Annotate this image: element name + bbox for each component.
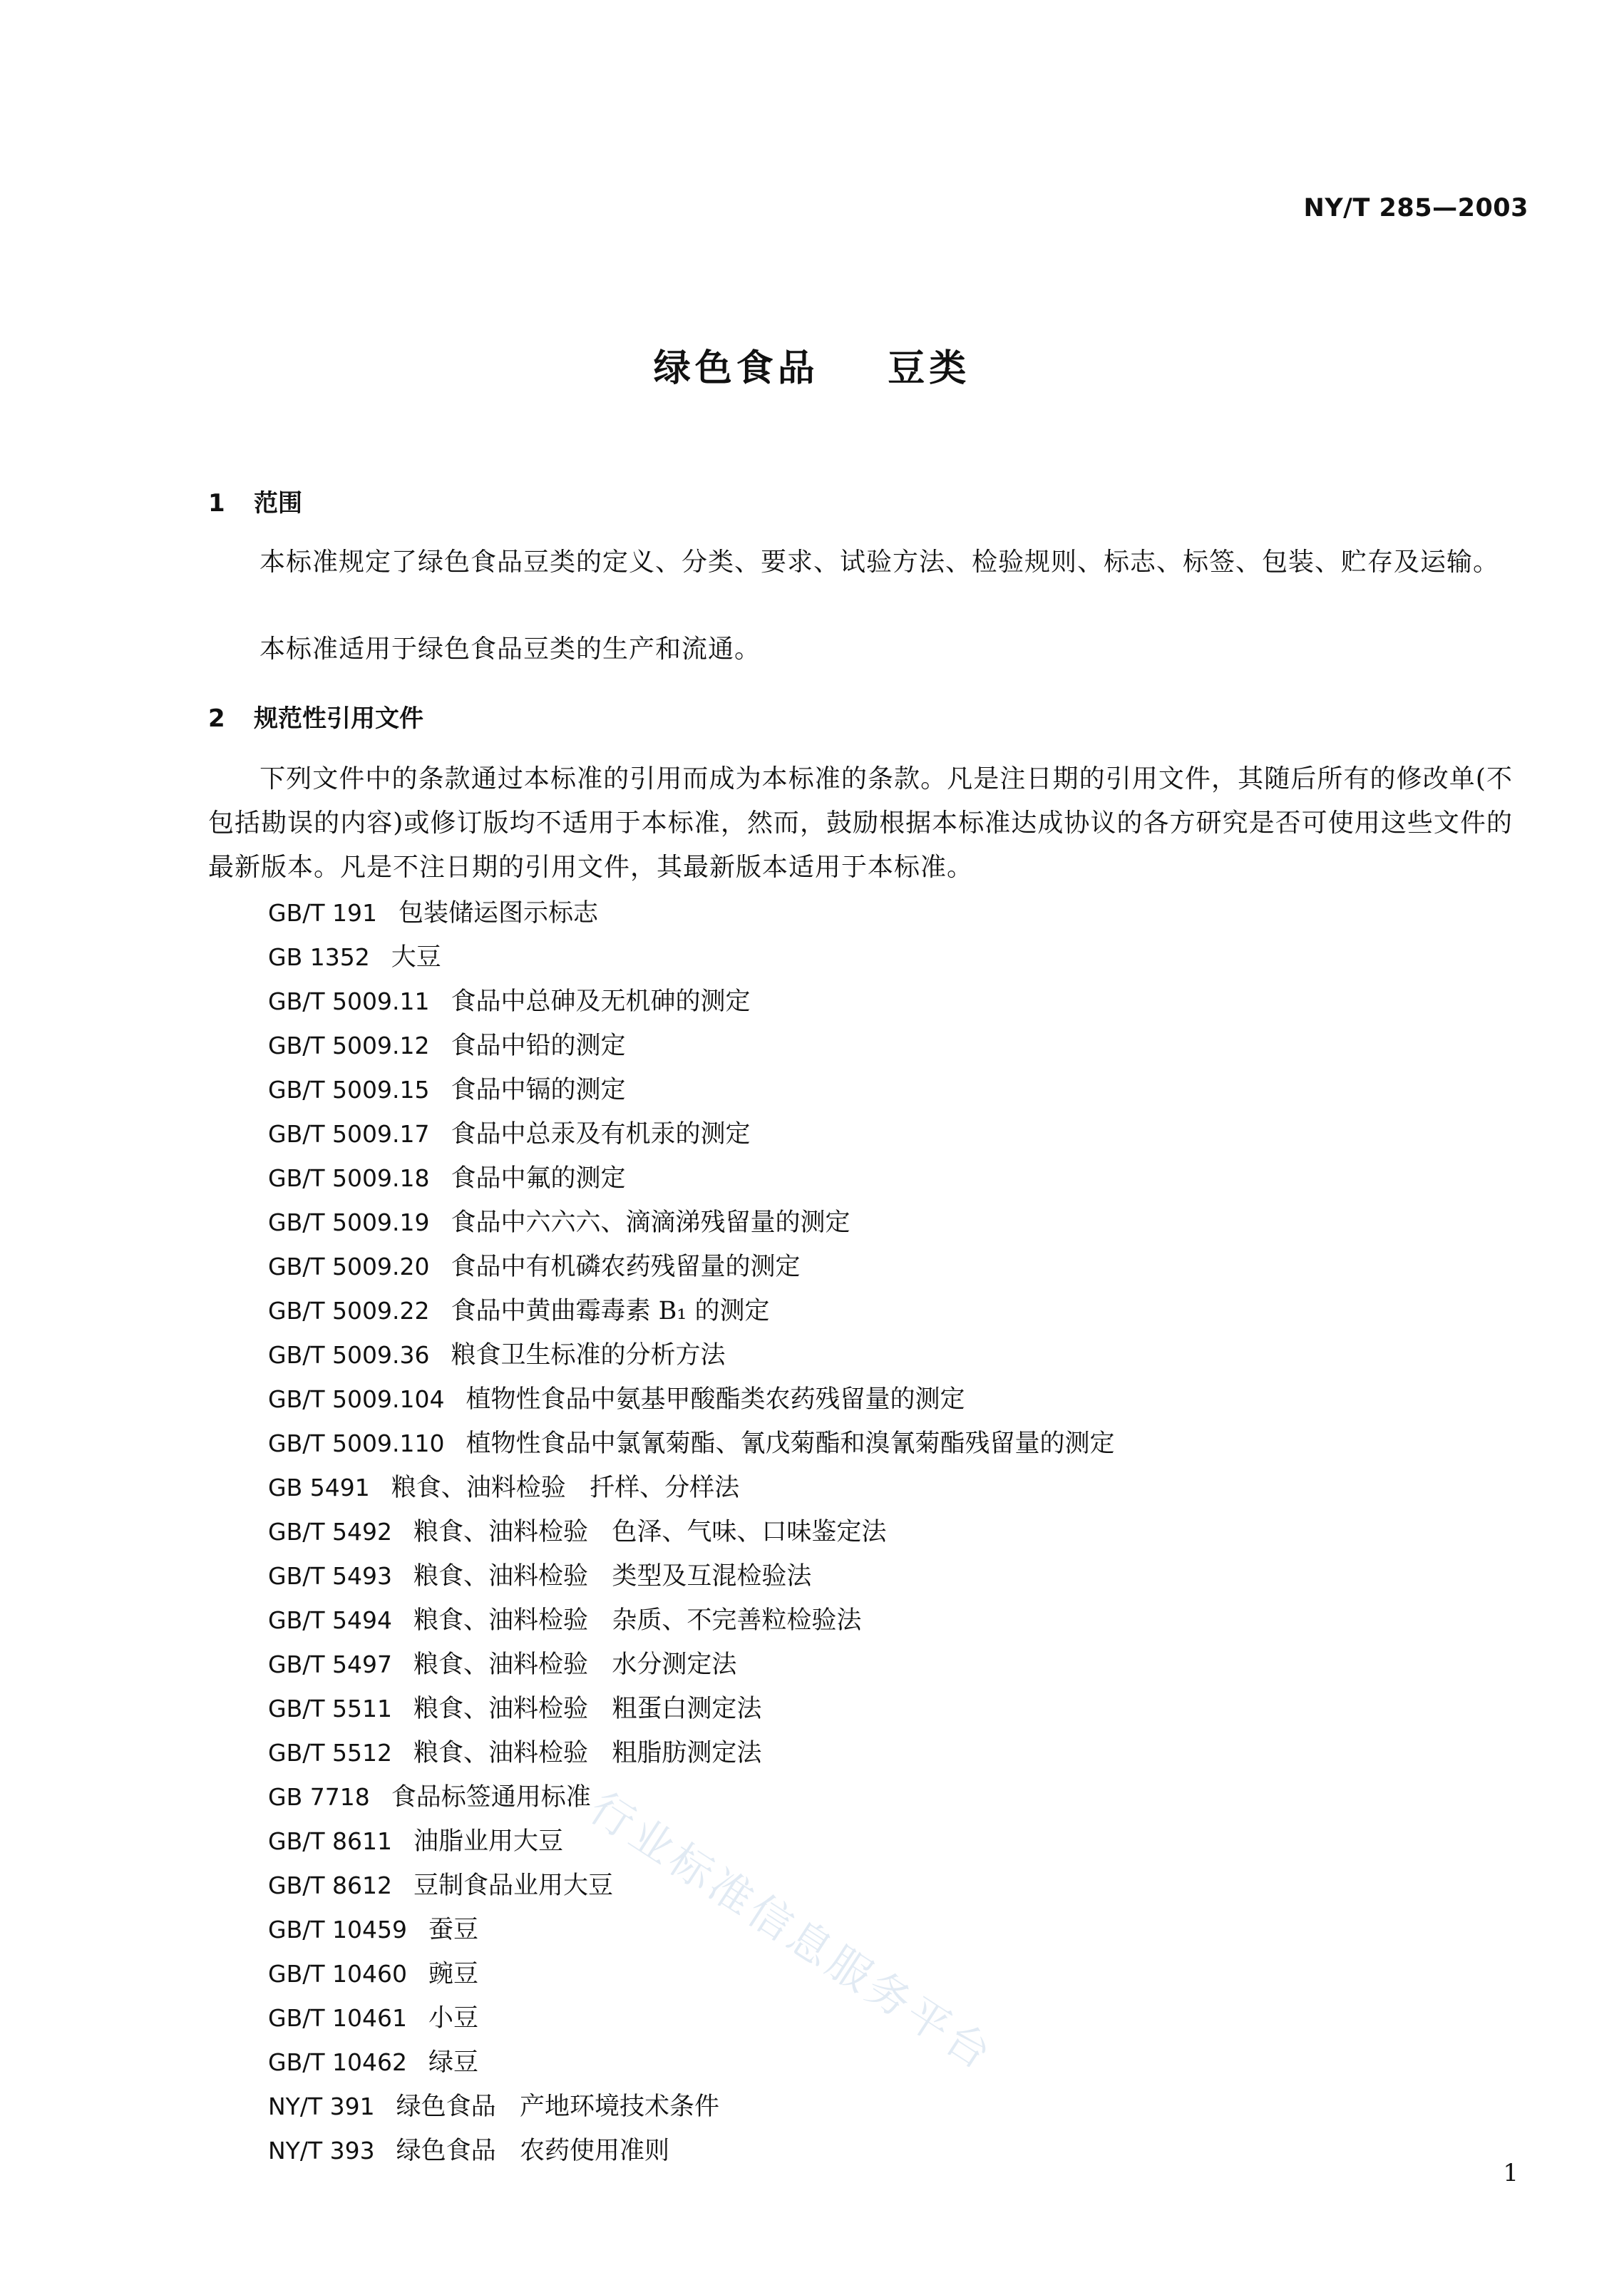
reference-code: GB/T 5009.36 [268, 1341, 430, 1369]
reference-title: 食品标签通用标准 [391, 1783, 591, 1812]
reference-title: 绿色食品 农药使用准则 [396, 2137, 669, 2165]
reference-list [268, 891, 1114, 2173]
section-number: 1 [208, 489, 225, 518]
reference-code: GB/T 5512 [268, 1739, 392, 1767]
reference-title: 油脂业用大豆 [413, 1827, 563, 1856]
reference-code: GB/T 5009.12 [268, 1032, 430, 1059]
paragraph-text: 本标准适用于绿色食品豆类的生产和流通。 [259, 635, 761, 664]
reference-code: GB/T 191 [268, 899, 377, 927]
reference-code: GB/T 5009.19 [268, 1208, 430, 1236]
paragraph [208, 757, 1513, 890]
reference-title: 食品中总砷及无机砷的测定 [451, 987, 751, 1016]
reference-title: 食品中有机磷农药残留量的测定 [451, 1253, 801, 1281]
reference-code: GB/T 5009.18 [268, 1164, 430, 1192]
reference-code: GB/T 5009.17 [268, 1120, 430, 1148]
reference-title: 小豆 [428, 2004, 478, 2033]
reference-item [268, 1245, 1114, 1289]
reference-code: GB/T 10462 [268, 2048, 407, 2076]
reference-title: 大豆 [391, 943, 441, 972]
reference-item [268, 1643, 1114, 1687]
reference-code: GB/T 5493 [268, 1562, 392, 1590]
reference-item [268, 1687, 1114, 1731]
reference-title: 粮食、油料检验 扦样、分样法 [391, 1474, 740, 1502]
section-number: 2 [208, 704, 225, 733]
reference-code: GB/T 5492 [268, 1518, 392, 1546]
reference-item [268, 1731, 1114, 1775]
reference-title: 粮食、油料检验 类型及互混检验法 [413, 1562, 812, 1591]
reference-item [268, 1908, 1114, 1952]
page-number: 1 [1503, 2159, 1518, 2187]
reference-item [268, 1024, 1114, 1068]
reference-title: 豌豆 [428, 1960, 478, 1988]
section-heading-scope [208, 483, 302, 518]
reference-item [268, 1510, 1114, 1554]
reference-title: 绿豆 [428, 2048, 478, 2077]
reference-item [268, 1333, 1114, 1377]
reference-item [268, 1775, 1114, 1819]
reference-title: 豆制食品业用大豆 [413, 1872, 613, 1900]
reference-code: GB/T 8611 [268, 1827, 392, 1855]
watermark: 行业标准信息服务平台 [580, 1782, 1003, 2082]
reference-item [268, 2085, 1114, 2129]
reference-item [268, 1598, 1114, 1643]
reference-code: GB/T 8612 [268, 1872, 392, 1899]
reference-item [268, 1422, 1114, 1466]
section-title: 范围 [254, 489, 302, 518]
reference-title: 食品中铅的测定 [451, 1032, 626, 1060]
reference-title: 食品中六六六、滴滴涕残留量的测定 [451, 1208, 850, 1237]
section-heading-normative-references [208, 699, 423, 734]
reference-code: GB/T 5009.15 [268, 1076, 430, 1104]
document-title: 绿色食品 豆类 [653, 347, 971, 390]
reference-title: 食品中镉的测定 [451, 1076, 626, 1104]
reference-item [268, 1068, 1114, 1112]
paragraph [208, 627, 1513, 672]
reference-code: GB/T 5494 [268, 1606, 392, 1634]
reference-code: GB 7718 [268, 1783, 370, 1811]
reference-item [268, 1112, 1114, 1156]
reference-code: GB/T 5497 [268, 1650, 392, 1678]
reference-code: GB 5491 [268, 1474, 370, 1501]
reference-item [268, 1377, 1114, 1422]
reference-item [268, 935, 1114, 980]
reference-title: 粮食、油料检验 粗蛋白测定法 [413, 1695, 762, 1723]
reference-code: GB/T 5009.110 [268, 1429, 445, 1457]
paragraph-text: 本标准规定了绿色食品豆类的定义、分类、要求、试验方法、检验规则、标志、标签、包装、贮存及运输。 [259, 548, 1500, 577]
reference-title: 食品中氟的测定 [451, 1164, 626, 1193]
reference-title: 食品中总汞及有机汞的测定 [451, 1120, 751, 1149]
standard-code: NY/T 285—2003 [1303, 194, 1528, 222]
reference-code: GB/T 10461 [268, 2004, 407, 2032]
paragraph [208, 540, 1513, 585]
reference-title: 包装储运图示标志 [398, 899, 598, 928]
reference-code: GB/T 10459 [268, 1916, 407, 1944]
reference-item [268, 1466, 1114, 1510]
reference-item [268, 1156, 1114, 1201]
reference-item [268, 1201, 1114, 1245]
reference-item [268, 980, 1114, 1024]
reference-code: GB/T 5009.20 [268, 1253, 430, 1280]
reference-code: GB/T 5009.22 [268, 1297, 430, 1325]
reference-title: 粮食、油料检验 色泽、气味、口味鉴定法 [413, 1518, 887, 1546]
reference-title: 粮食卫生标准的分析方法 [451, 1341, 726, 1370]
reference-code: GB 1352 [268, 943, 370, 971]
section-title: 规范性引用文件 [254, 704, 423, 733]
reference-title: 绿色食品 产地环境技术条件 [396, 2093, 719, 2121]
reference-title: 蚕豆 [428, 1916, 478, 1944]
reference-title: 食品中黄曲霉毒素 B₁ 的测定 [451, 1297, 770, 1325]
reference-code: NY/T 393 [268, 2137, 375, 2165]
reference-item [268, 891, 1114, 935]
reference-code: GB/T 5511 [268, 1695, 392, 1722]
reference-title: 粮食、油料检验 粗脂肪测定法 [413, 1739, 762, 1767]
reference-title: 粮食、油料检验 水分测定法 [413, 1650, 737, 1679]
reference-item [268, 1952, 1114, 1996]
reference-title: 粮食、油料检验 杂质、不完善粒检验法 [413, 1606, 862, 1635]
paragraph-text: 下列文件中的条款通过本标准的引用而成为本标准的条款。凡是注日期的引用文件，其随后所有的修改单(不包括勘误的内容)或修订版均不适用于本标准，然而，鼓励根据本标准达成协议的各方研究是否可使用这些文件的最新版本。凡是不注日期的引用文件，其最新版本适用于本标准。 [208, 764, 1513, 882]
reference-item [268, 1289, 1114, 1333]
reference-title: 植物性食品中氯氰菊酯、氰戊菊酯和溴氰菊酯残留量的测定 [466, 1429, 1115, 1458]
reference-title: 植物性食品中氨基甲酸酯类农药残留量的测定 [466, 1385, 965, 1414]
reference-code: GB/T 10460 [268, 1960, 407, 1988]
reference-code: GB/T 5009.11 [268, 987, 430, 1015]
reference-code: NY/T 391 [268, 2093, 375, 2120]
reference-code: GB/T 5009.104 [268, 1385, 445, 1413]
reference-item [268, 2129, 1114, 2173]
reference-item [268, 1554, 1114, 1598]
